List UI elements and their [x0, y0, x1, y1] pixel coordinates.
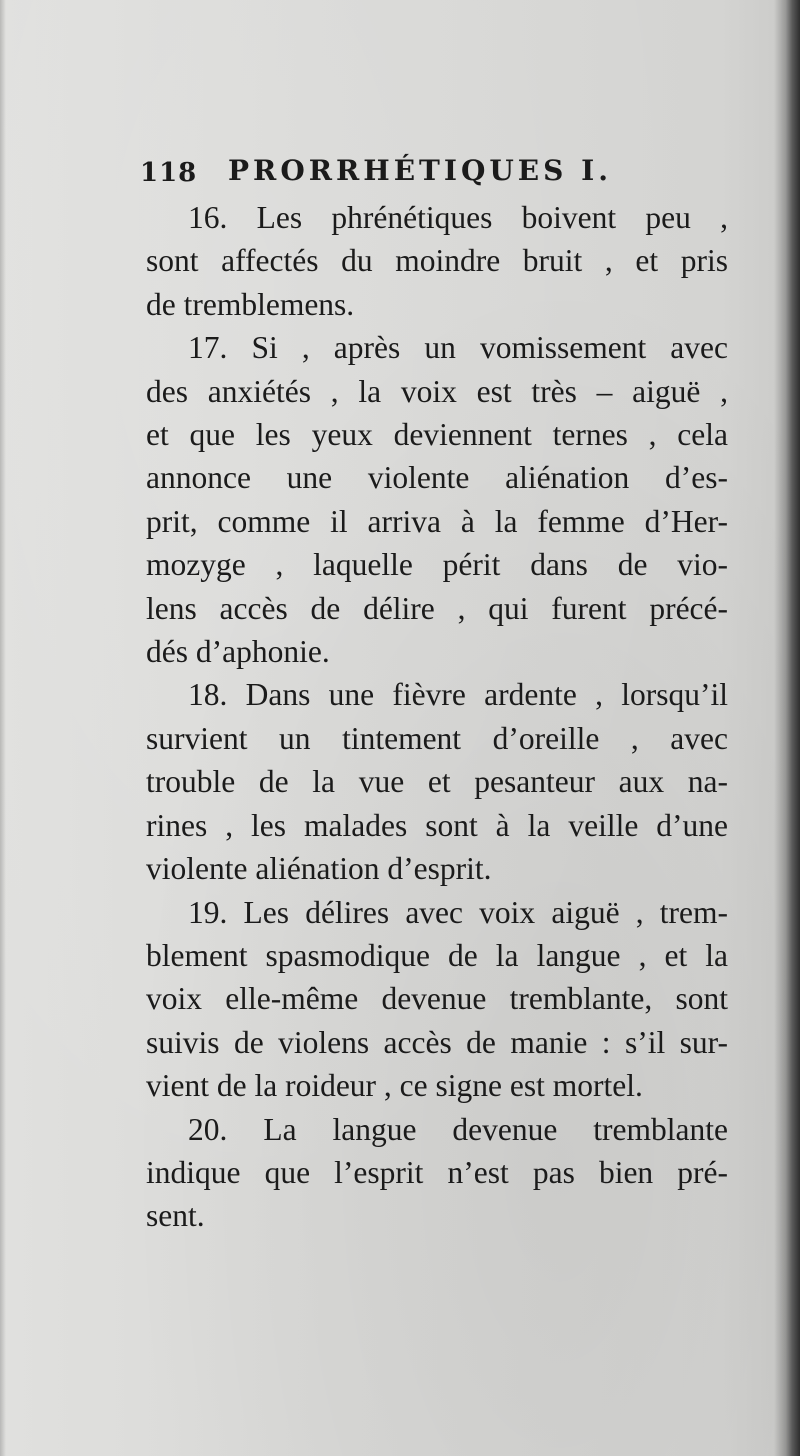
- text-block: [140, 148, 728, 1238]
- running-title: PRORRHÉTIQUES I.: [228, 154, 612, 187]
- text-line: mozyge , laquelle périt dans de vio-: [146, 547, 728, 583]
- text-line: dés d’aphonie.: [146, 634, 330, 670]
- text-line: et que les yeux deviennent ternes , cela: [146, 417, 728, 453]
- text-line: 18. Dans une fièvre ardente , lorsqu’il: [188, 677, 728, 713]
- aphorism-17: [146, 326, 728, 673]
- text-line: de tremblemens.: [146, 286, 355, 322]
- text-line: sont affectés du moindre bruit , et pris: [146, 243, 728, 279]
- text-line: prit, comme il arriva à la femme d’Her-: [146, 503, 728, 539]
- text-line: des anxiétés , la voix est très – aiguë ,: [146, 373, 728, 409]
- text-line: violente aliénation d’esprit.: [146, 851, 492, 887]
- aphorism-18: [146, 673, 728, 890]
- aphorism-16: [146, 196, 728, 326]
- text-line: 16. Les phrénétiques boivent peu ,: [188, 200, 728, 235]
- text-line: 17. Si , après un vomissement avec: [188, 330, 728, 366]
- text-line: suivis de violens accès de manie : s’il sur-: [146, 1024, 728, 1060]
- aphorism-20: [146, 1108, 728, 1238]
- text-line: vient de la roideur , ce signe est mortel.: [146, 1068, 643, 1104]
- page-gutter-shadow: [774, 0, 800, 1456]
- running-head: [140, 148, 728, 196]
- text-line: lens accès de délire , qui furent précé-: [146, 590, 728, 626]
- text-line: 20. La langue devenue tremblante: [188, 1111, 728, 1147]
- aphorism-19: [146, 891, 728, 1108]
- page-left-shadow: [0, 0, 6, 1456]
- text-line: survient un tintement d’oreille , avec: [146, 720, 728, 756]
- text-line: voix elle-même devenue tremblante, sont: [146, 981, 728, 1017]
- text-line: sent.: [146, 1198, 205, 1234]
- text-line: blement spasmodique de la langue , et la: [146, 937, 728, 973]
- text-line: trouble de la vue et pesanteur aux na-: [146, 764, 728, 800]
- text-line: 19. Les délires avec voix aiguë , trem-: [188, 894, 728, 930]
- page-number: 118: [140, 158, 198, 188]
- text-line: annonce une violente aliénation d’es-: [146, 460, 728, 496]
- text-line: rines , les malades sont à la veille d’une: [146, 807, 728, 843]
- text-line: indique que l’esprit n’est pas bien pré-: [146, 1154, 728, 1190]
